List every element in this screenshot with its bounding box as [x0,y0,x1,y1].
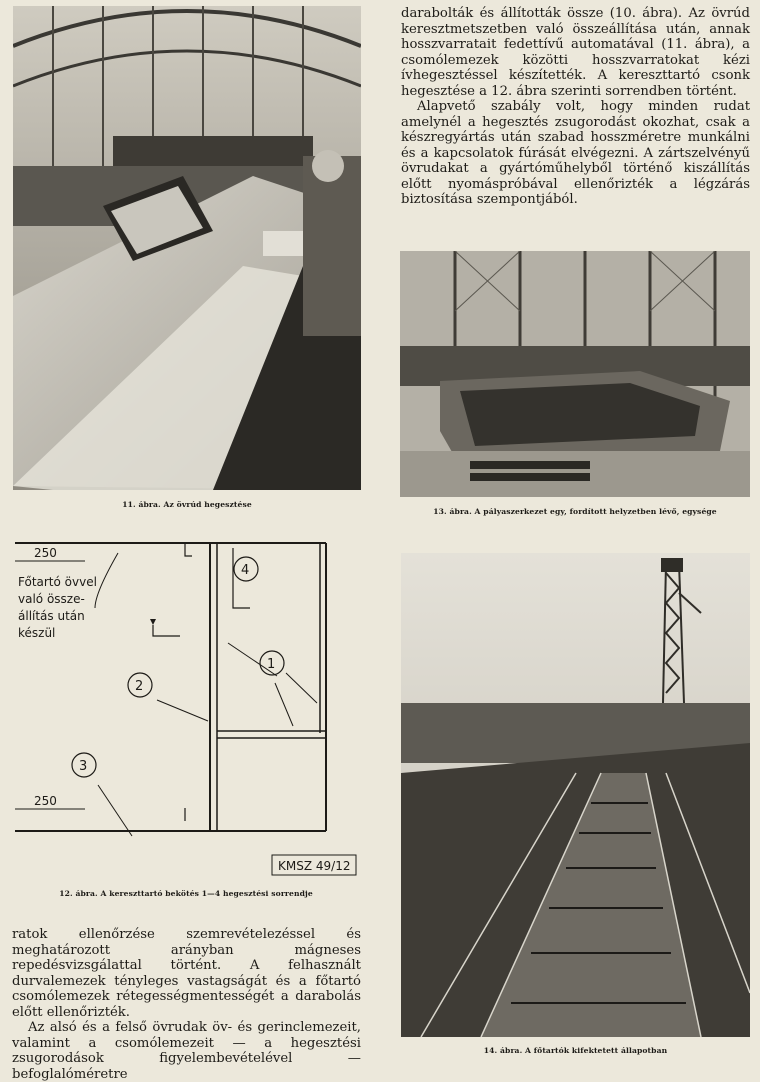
figure-13-photo [400,251,750,497]
figure-14-photo [401,553,750,1037]
paragraph: Az alsó és a felső övrudak öv- és gerinclemezeit, valamint a csomólemezeit — a hegesztési zsugorodások figyelembevételével — befoglalóméretre [12,1020,361,1082]
figure-11-caption: 11. ábra. Az övrúd hegesztése [122,500,252,509]
paragraph: ratok ellenőrzése szemrevételezéssel és meghatározott arányban mágneses repedésvizsgálattal történt. A felhasznált durvalemezek tényleges vastagságát és a főtartó csomólemezek rétegességmentességét a darabolás előtt ellenőrizték. [12,927,361,1020]
figure-11-photo [13,6,361,490]
paragraph: darabolták és állították össze (10. ábra). Az övrúd keresztmetszetben való összeállítása után, annak hosszvarratait fedettívű automatával (11. ábra), a csomólemezek közötti hosszvarratokat kézi ívhegesztéssel készítették. A kereszttartó csonk hegesztése a 12. ábra szerinti sorrendben történt. [401,6,750,99]
figure-12-caption: 12. ábra. A kereszttartó bekötés 1—4 hegesztési sorrendje [59,889,313,898]
diagram-note-line-2: való össze- [18,592,85,606]
diagram-note-line-4: készül [18,626,56,640]
weld-label-3: 3 [79,759,88,774]
diagram-note-line-1: Főtartó övvel [18,575,97,589]
weld-label-4: 4 [241,563,250,578]
dimension-bottom: 250 [34,794,57,808]
figure-12-diagram [10,533,362,881]
drawing-stamp: KMSZ 49/12 [278,859,351,873]
dimension-top: 250 [34,546,57,560]
top-text-column [401,6,750,208]
weld-label-2: 2 [135,679,144,694]
paragraph: Alapvető szabály volt, hogy minden rudat amelynél a hegesztés zsugorodást okozhat, csak a készregyártás után szabad hosszméretre munkálni és a kapcsolatok fúrását elvégezni. A zártszelvényű övrudakat a gyártóműhelyből történő kiszállítás előtt nyomáspróbával ellenőrizték a légzárás biztosítása szempontjából. [401,99,750,207]
diagram-note-line-3: állítás után [18,609,85,623]
figure-13-caption: 13. ábra. A pályaszerkezet egy, fordított helyzetben lévő, egysége [433,507,717,516]
bottom-text-column [12,927,361,1082]
weld-label-1: 1 [267,657,276,672]
figure-14-caption: 14. ábra. A főtartók kifektetett állapotban [483,1046,668,1055]
